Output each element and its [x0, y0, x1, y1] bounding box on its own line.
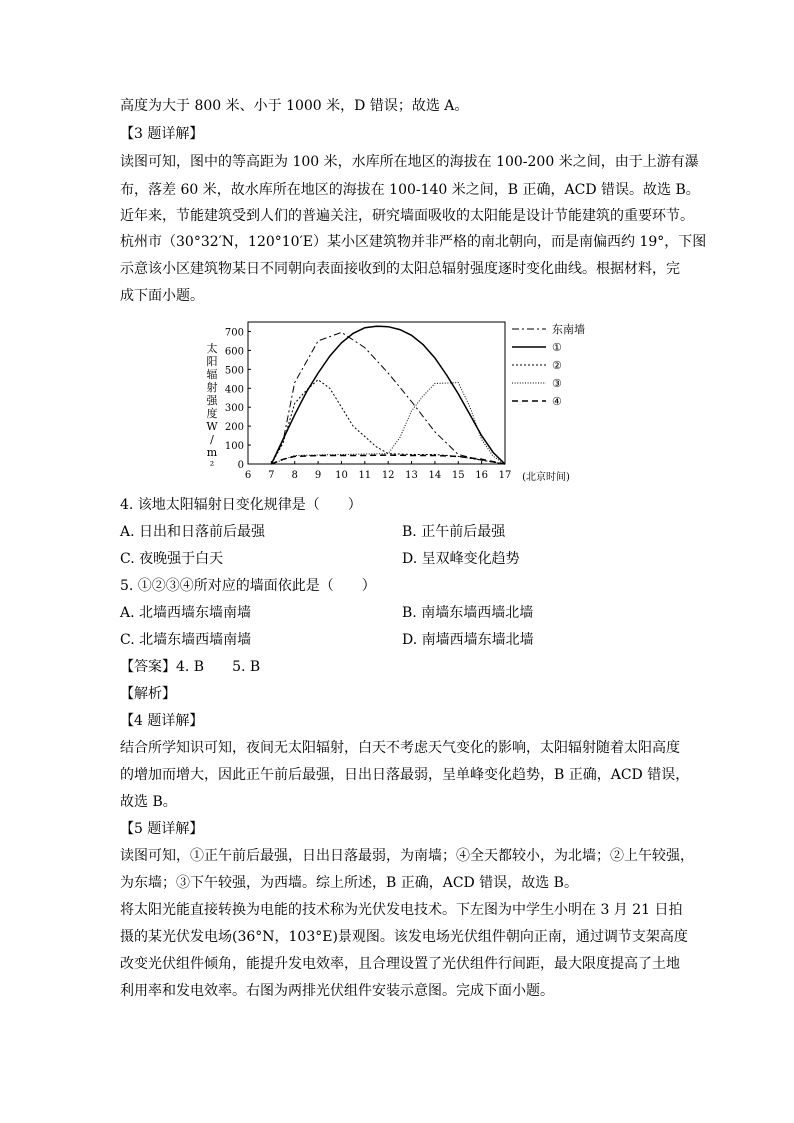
paragraph: 的增加而增大，因此正午前后最强，日出日落最弱，呈单峰变化趋势，B 正确，ACD 错误， [120, 767, 690, 783]
x-tick-label: 7 [268, 470, 275, 481]
paragraph: 改变光伏组件倾角，能提升发电效率，且合理设置了光伏组件行间距，最大限度提高了土地 [120, 956, 680, 972]
paragraph: 故选 B。 [120, 794, 177, 810]
y-axis-label-char: W [206, 420, 218, 433]
paragraph: 读图可知，①正午前后最强，日出日落最弱，为南墙；④全天都较小，为北墙；②上午较强， [120, 848, 694, 864]
y-axis-label-char: / [210, 433, 214, 446]
paragraph: 结合所学知识可知，夜间无太阳辐射，白天不考虑天气变化的影响，太阳辐射随着太阳高度 [120, 740, 680, 756]
y-tick-label: 500 [224, 365, 244, 377]
x-tick-label: 6 [244, 470, 252, 481]
option-a[interactable]: A. 北墙西墙东墙南墙 [120, 605, 252, 621]
plot-frame [248, 322, 505, 464]
x-tick-label: 14 [428, 470, 442, 481]
y-axis-label-char: ² [209, 459, 215, 472]
legend-label: ④ [552, 395, 562, 408]
y-tick-label: 700 [224, 327, 244, 339]
series-line [271, 326, 505, 464]
legend-label: 东南墙 [552, 323, 585, 336]
x-tick-label: 16 [475, 470, 489, 481]
x-tick-label: 17 [498, 470, 512, 481]
paragraph: 近年来，节能建筑受到人们的普遍关注，研究墙面吸收的太阳能是设计节能建筑的重要环节。 [120, 208, 694, 224]
section-heading: 【解析】 [120, 686, 176, 702]
paragraph: 读图可知，图中的等高距为 100 米，水库所在地区的海拔在 100-200 米之间，由于上游有瀑 [120, 154, 699, 170]
answer-line: 【答案】4. B 5. B [120, 659, 261, 675]
x-tick-label: 15 [451, 470, 465, 481]
y-axis-label-char: 射 [206, 381, 218, 394]
section-heading: 【3 题详解】 [120, 126, 204, 142]
y-tick-label: 200 [224, 422, 244, 434]
option-d[interactable]: D. 呈双峰变化趋势 [402, 551, 520, 567]
x-tick-label: 11 [358, 470, 372, 481]
paragraph: 成下面小题。 [120, 288, 204, 304]
legend-label: ③ [552, 377, 562, 390]
y-tick-label: 100 [224, 441, 244, 453]
y-axis-label [206, 341, 218, 472]
y-tick-label: 400 [224, 384, 244, 396]
y-tick-label: 600 [224, 346, 244, 358]
x-tick-label: 13 [405, 470, 418, 481]
series-line [271, 383, 505, 464]
paragraph: 摄的某光伏发电场(36°N，103°E)景观图。该发电场光伏组件朝向正南，通过调节支架高度 [120, 929, 688, 945]
y-axis-label-char: 辐 [206, 368, 218, 381]
y-axis-label-char: 强 [206, 394, 218, 407]
option-b[interactable]: B. 南墙东墙西墙北墙 [402, 605, 534, 621]
paragraph: 高度为大于 800 米、小于 1000 米，D 错误；故选 A。 [120, 98, 469, 114]
paragraph: 为东墙；③下午较强，为西墙。综上所述，B 正确，ACD 错误，故选 B。 [120, 875, 578, 891]
y-tick-label: 300 [224, 403, 244, 415]
y-axis-label-char: 阳 [206, 355, 218, 368]
paragraph: 杭州市（30°32′N，120°10′E）某小区建筑物并非严格的南北朝向，而是南偏西约 19°，下图 [120, 234, 707, 250]
option-b[interactable]: B. 正午前后最强 [402, 524, 506, 540]
option-d[interactable]: D. 南墙西墙东墙北墙 [402, 632, 534, 648]
x-tick-label: 10 [335, 470, 348, 481]
option-a[interactable]: A. 日出和日落前后最强 [120, 524, 266, 540]
y-axis-label-char: 太 [206, 342, 218, 355]
section-heading: 【4 题详解】 [120, 713, 204, 729]
paragraph: 示意该小区建筑物某日不同朝向表面接收到的太阳总辐射强度逐时变化曲线。根据材料，完 [120, 261, 680, 277]
paragraph: 利用率和发电效率。右图为两排光伏组件安装示意图。完成下面小题。 [120, 983, 554, 999]
x-axis-label: (北京时间) [522, 472, 570, 483]
question-stem: 5. ①②③④所对应的墙面依此是（ ） [120, 578, 376, 594]
section-heading: 【5 题详解】 [120, 821, 204, 837]
paragraph: 将太阳光能直接转换为电能的技术称为光伏发电技术。下左图为中学生小明在 3 月 21 日拍 [120, 902, 683, 918]
y-axis-label-char: 度 [206, 407, 218, 420]
x-tick-label: 8 [291, 470, 298, 481]
y-axis-label-char: m [206, 446, 218, 459]
series-line [271, 332, 505, 464]
y-tick-label: 0 [237, 460, 244, 471]
option-c[interactable]: C. 夜晚强于白天 [120, 551, 224, 567]
legend-label: ① [552, 341, 562, 354]
legend-label: ② [552, 359, 562, 372]
x-tick-label: 12 [381, 470, 395, 481]
radiation-chart [200, 316, 600, 488]
paragraph: 布，落差 60 米，故水库所在地区的海拔在 100-140 米之间，B 正确，ACD 错误。故选 B。 [120, 182, 700, 198]
x-tick-label: 9 [314, 470, 322, 481]
option-c[interactable]: C. 北墙东墙西墙南墙 [120, 632, 252, 648]
question-stem: 4. 该地太阳辐射日变化规律是（ ） [120, 497, 362, 513]
